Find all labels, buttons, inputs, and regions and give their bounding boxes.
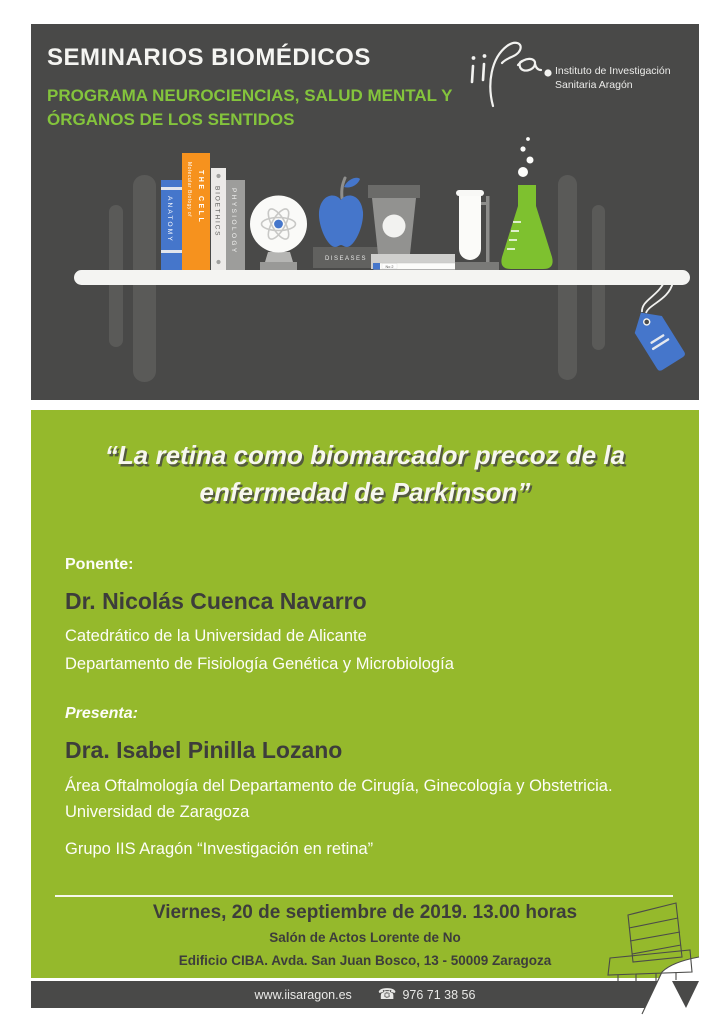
shelf-board	[74, 270, 690, 285]
poster-title: SEMINARIOS BIOMÉDICOS	[47, 44, 371, 71]
book-diseases	[313, 247, 379, 268]
bin-icon	[368, 185, 420, 254]
book-diseases-title: DISEASES	[324, 256, 368, 262]
program-subtitle	[47, 84, 453, 132]
talk-title	[31, 437, 699, 511]
book-anatomy	[161, 180, 182, 270]
logo-org-line1: Instituto de Investigación	[555, 65, 671, 77]
footer-phone	[378, 987, 476, 1002]
program-line1: PROGRAMA NEUROCIENCIAS, SALUD MENTAL Y	[47, 86, 453, 105]
book-physiology	[226, 180, 245, 270]
book-cell-title: THE CELL	[197, 170, 204, 225]
presenta-label: Presenta:	[65, 705, 138, 722]
event-address: Edificio CIBA. Avda. San Juan Bosco, 13 - 50009 Zaragoza	[178, 953, 552, 968]
apple-icon	[319, 178, 363, 247]
book-bioethics-title: BIOETHICS	[213, 186, 221, 238]
footer-website: www.iisaragon.es	[254, 987, 352, 1002]
ponente-label: Ponente:	[65, 556, 134, 573]
phone-icon: ☎	[377, 986, 397, 1003]
presenter-role1: Área Oftalmología del Departamento de Cirugía, Ginecología y Obstetricia.	[65, 777, 613, 795]
test-tube-icon	[455, 190, 499, 270]
flask-bubbles	[518, 137, 534, 177]
pencil-label: No 2	[385, 264, 394, 269]
price-tag-icon	[627, 280, 686, 372]
book-cell-subtitle: Molecular Biology of	[186, 162, 192, 218]
iisa-logo-text	[555, 64, 671, 92]
book-anatomy-title: ANATOMY	[166, 196, 173, 243]
event-venue: Salón de Actos Lorente de No	[269, 930, 461, 945]
talk-title-line2: enfermedad de Parkinson”	[199, 477, 531, 507]
building-illustration	[598, 886, 710, 1024]
separator-line	[55, 895, 673, 897]
program-line2: ÓRGANOS DE LOS SENTIDOS	[47, 110, 295, 130]
iisa-logo-mark	[459, 36, 555, 114]
event-datetime: Viernes, 20 de septiembre de 2019. 13.00 horas	[152, 902, 578, 923]
footer-phone-number: 976 71 38 56	[402, 987, 476, 1002]
flask-icon	[501, 137, 552, 269]
research-group: Grupo IIS Aragón “Investigación en retina”	[65, 840, 374, 858]
presenter-role2: Universidad de Zaragoza	[65, 803, 250, 821]
bookshelf-illustration	[31, 130, 699, 400]
speaker-role1: Catedrático de la Universidad de Alicante	[65, 627, 367, 645]
speaker-name: Dr. Nicolás Cuenca Navarro	[65, 588, 367, 614]
book-the-cell	[182, 153, 210, 270]
book-physiology-title: PHYSIOLOGY	[230, 188, 237, 255]
logo-org-line2: Sanitaria Aragón	[555, 79, 633, 92]
book-bioethics	[211, 168, 226, 270]
atom-globe-icon	[250, 196, 307, 271]
talk-title-line1: “La retina como biomarcador precoz de la	[104, 440, 626, 470]
iisa-logo	[459, 32, 689, 118]
presenter-name: Dra. Isabel Pinilla Lozano	[65, 737, 343, 763]
header-panel	[31, 24, 699, 400]
speaker-role2: Departamento de Fisiología Genética y Microbiología	[65, 655, 454, 673]
